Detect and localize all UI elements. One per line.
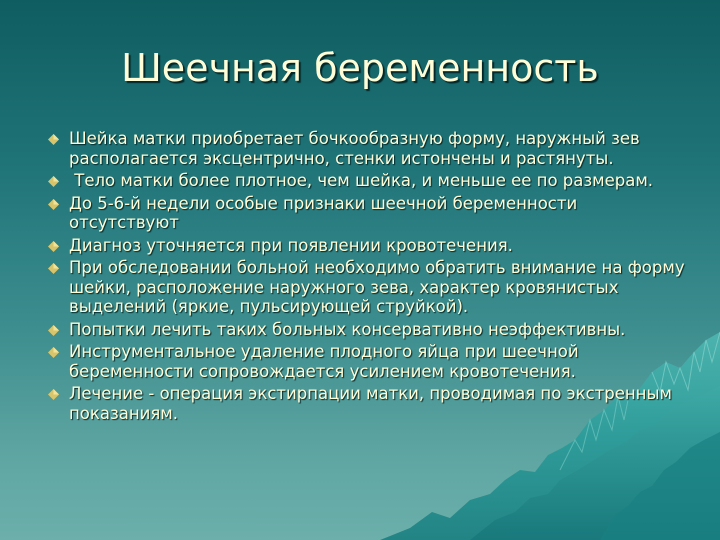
list-item — [48, 342, 688, 381]
bullet-text: Инструментальное удаление плодного яйца при шеечной беременности сопровождается усилением кровотечения. — [69, 342, 579, 381]
list-item — [48, 129, 688, 168]
diamond-bullet-icon — [48, 134, 59, 145]
bullet-text: Тело матки более плотное, чем шейка, и меньше ее по размерам. — [69, 171, 654, 190]
list-item — [48, 320, 688, 340]
bullet-text: Попытки лечить таких больных консервативно неэффективны. — [69, 319, 626, 339]
bullet-text: Шейка матки приобретает бочкообразную форму, наружный зев располагается эксцентрично, стенки истончены и растянуты. — [69, 129, 640, 168]
diamond-bullet-icon — [48, 389, 59, 400]
list-item — [48, 236, 688, 256]
bullet-text: Диагноз уточняется при появлении кровотечения. — [69, 235, 513, 255]
list-item — [48, 194, 688, 233]
bullet-text: До 5-6-й недели особые признаки шеечной беременности отсутствуют — [69, 193, 578, 232]
list-item — [48, 384, 688, 423]
diamond-bullet-icon — [48, 176, 59, 187]
diamond-bullet-icon — [48, 347, 59, 358]
list-item — [48, 171, 688, 191]
slide-title: Шеечная беременность — [121, 46, 599, 90]
list-item — [48, 258, 688, 317]
bullet-list — [48, 129, 688, 426]
diamond-bullet-icon — [48, 199, 59, 210]
diamond-bullet-icon — [48, 241, 59, 252]
bullet-text: Лечение - операция экстирпации матки, проводимая по экстренным показаниям. — [69, 384, 672, 423]
bullet-text: При обследовании больной необходимо обратить внимание на форму шейки, расположение наружного зева, характер кровянистых выделений (яркие, пульсирующей струйкой). — [69, 258, 685, 316]
diamond-bullet-icon — [48, 325, 59, 336]
diamond-bullet-icon — [48, 263, 59, 274]
